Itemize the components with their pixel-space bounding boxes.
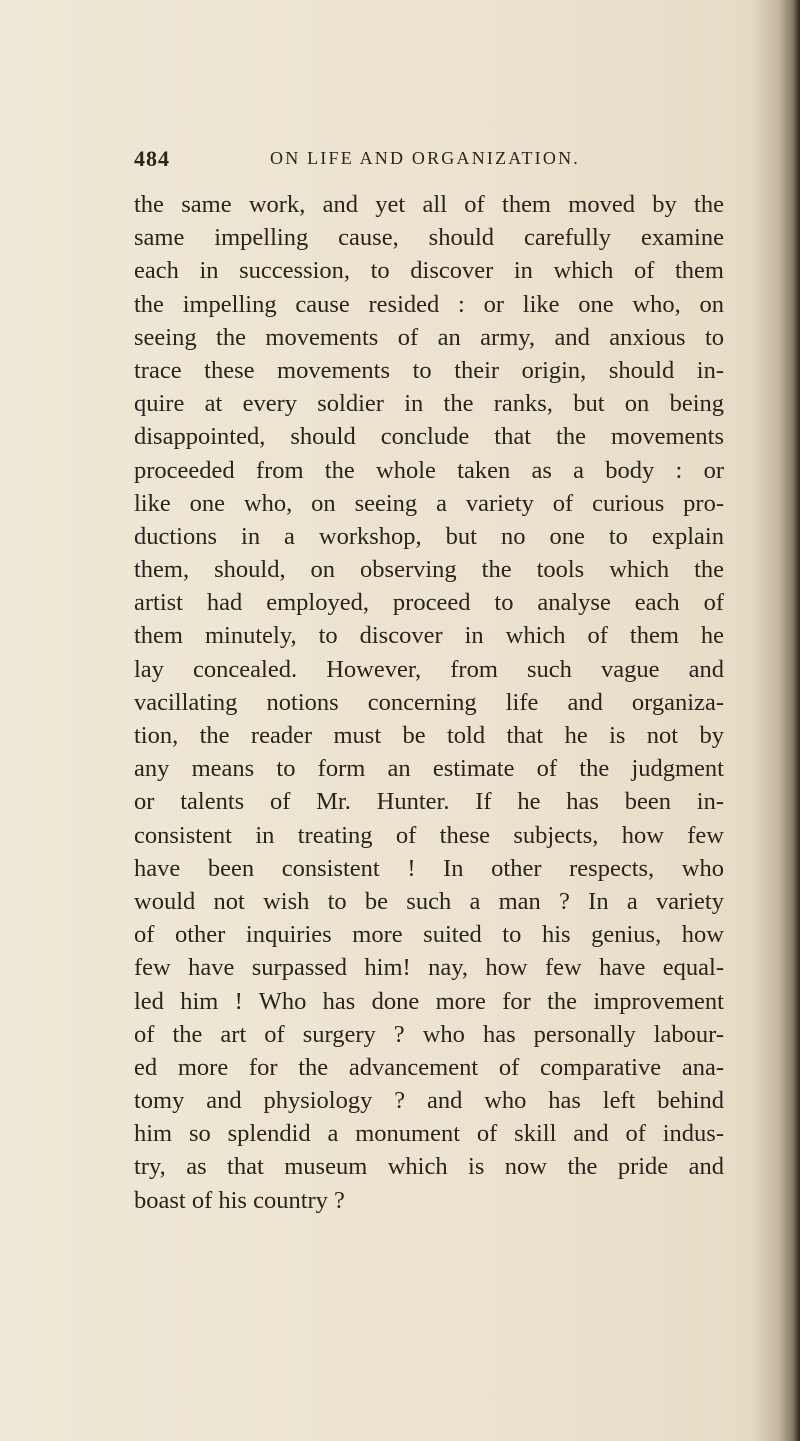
text-line: him so splendid a monument of skill and of indus- [134, 1120, 724, 1148]
text-line: ed more for the advancement of comparative ana- [134, 1053, 724, 1081]
text-line: trace these movements to their origin, should in- [134, 356, 724, 384]
text-line: artist had employed, proceed to analyse each of [134, 589, 724, 617]
text-line: them minutely, to discover in which of them he [134, 622, 724, 650]
text-line: disappointed, should conclude that the movements [134, 423, 724, 451]
text-line: or talents of Mr. Hunter. If he has been in- [134, 788, 724, 816]
text-line: like one who, on seeing a variety of curious pro- [134, 489, 724, 517]
text-line: of other inquiries more suited to his genius, how [134, 921, 724, 949]
text-line: of the art of surgery ? who has personally labour- [134, 1020, 724, 1048]
text-line: have been consistent ! In other respects, who [134, 854, 724, 882]
text-line: proceeded from the whole taken as a body : or [134, 456, 724, 484]
text-line: quire at every soldier in the ranks, but on being [134, 390, 724, 418]
text-line: would not wish to be such a man ? In a variety [134, 887, 724, 915]
body-text [134, 188, 724, 1217]
text-line: consistent in treating of these subjects, how few [134, 821, 724, 849]
text-line: tion, the reader must be told that he is not by [134, 722, 724, 749]
text-line: boast of his country ? [134, 1186, 345, 1214]
page-gutter-shadow [752, 0, 800, 1441]
text-line: seeing the movements of an army, and anxious to [134, 323, 724, 351]
page-number: 484 [134, 146, 170, 171]
text-line: ductions in a workshop, but no one to explain [134, 522, 724, 550]
text-line: tomy and physiology ? and who has left behind [134, 1087, 724, 1115]
text-line: each in succession, to discover in which of them [134, 257, 724, 285]
running-head: ON LIFE AND ORGANIZATION. [270, 148, 580, 168]
page-header [134, 146, 734, 176]
text-line: same impelling cause, should carefully examine [134, 224, 724, 252]
text-line: lay concealed. However, from such vague and [134, 655, 724, 683]
text-line: them, should, on observing the tools which the [134, 556, 724, 584]
text-line: led him ! Who has done more for the improvement [134, 987, 724, 1015]
text-line: try, as that museum which is now the pride and [134, 1153, 724, 1181]
text-line: vacillating notions concerning life and organiza- [134, 688, 724, 716]
text-line: any means to form an estimate of the judgment [134, 755, 724, 783]
text-line: the impelling cause resided : or like one who, on [134, 290, 724, 318]
text-line: few have surpassed him! nay, how few have equal- [134, 954, 724, 982]
text-line: the same work, and yet all of them moved by the [134, 191, 724, 218]
